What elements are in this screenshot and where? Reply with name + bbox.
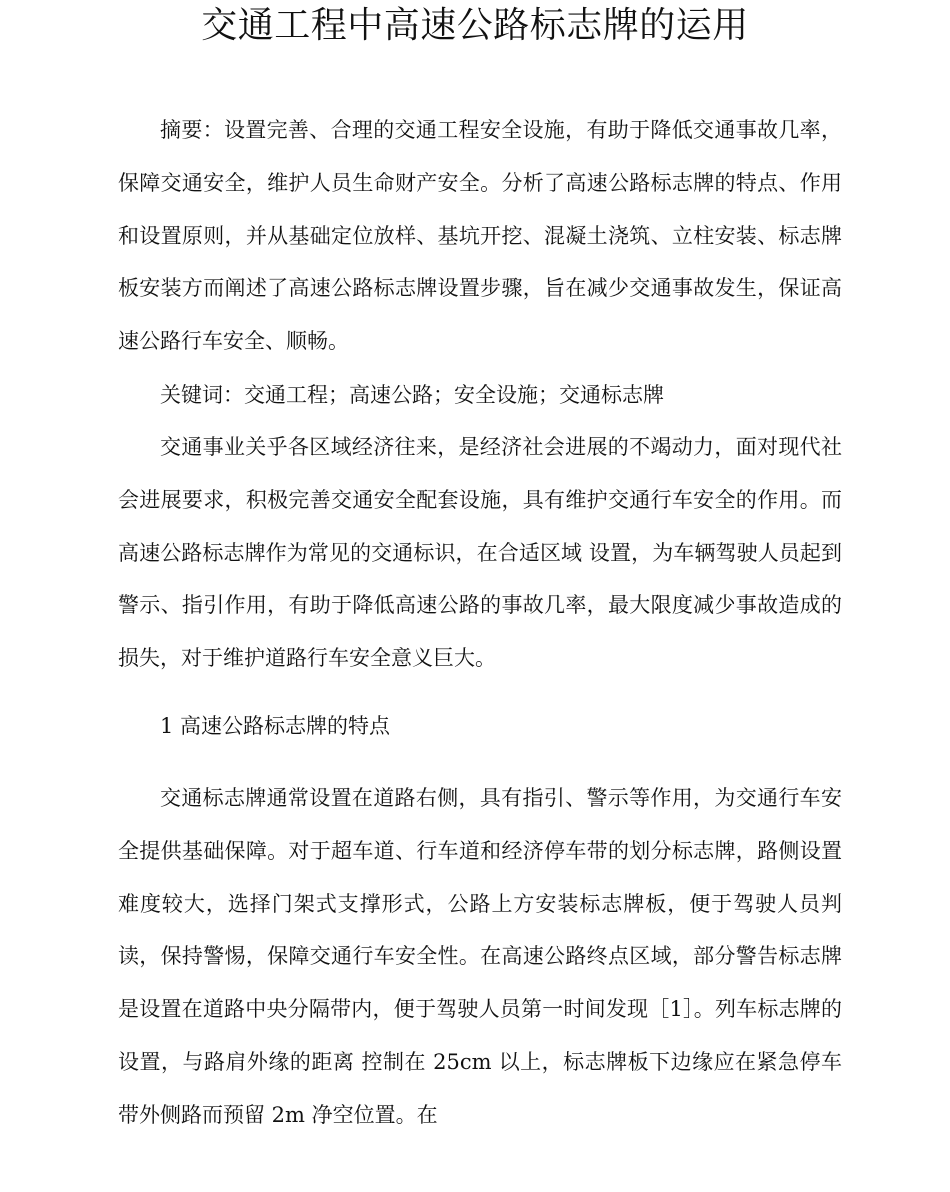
abstract-paragraph: 摘要：设置完善、合理的交通工程安全设施，有助于降低交通事故几率，保障交通安全，维护人员生命财产安全。分析了高速公路标志牌的特点、作用和设置原则，并从基础定位放样、基坑开挖、混凝土浇筑、立柱安装、标志牌板安装方而阐述了高速公路标志牌设置步骤，旨在减少交通事故发生，保证高速公路行车安全、顺畅。 bbox=[118, 118, 842, 354]
section-1-heading: 1 高速公路标志牌的特点 bbox=[160, 714, 391, 738]
document-title: 交通工程中高速公路标志牌的运用 bbox=[201, 5, 749, 46]
keywords-line: 关键词：交通工程；高速公路；安全设施；交通标志牌 bbox=[160, 383, 664, 407]
intro-paragraph: 交通事业关乎各区域经济往来，是经济社会进展的不竭动力，面对现代社会进展要求，积极完善交通安全配套设施，具有维护交通行车安全的作用。而高速公路标志牌作为常见的交通标识，在合适区域 设置，为车辆驾驶人员起到警示、指引作用，有助于降低高速公路的事故几率，最大限度减少事故造成的损失，对于维护道路行车安全意义巨大。 bbox=[118, 435, 842, 671]
section-1-paragraph: 交通标志牌通常设置在道路右侧，具有指引、警示等作用，为交通行车安全提供基础保障。对于超车道、行车道和经济停车带的划分标志牌，路侧设置难度较大，选择门架式支撑形式，公路上方安装标志牌板，便于驾驶人员判读，保持警惕，保障交通行车安全性。在高速公路终点区域，部分警告标志牌是设置在道路中央分隔带内，便于驾驶人员第一时间发现［1］。列车标志牌的设置，与路肩外缘的距离 控制在 25cm 以上，标志牌板下边缘应在紧急停车带外侧路而预留 2m 净空位置。在 bbox=[118, 786, 842, 1127]
